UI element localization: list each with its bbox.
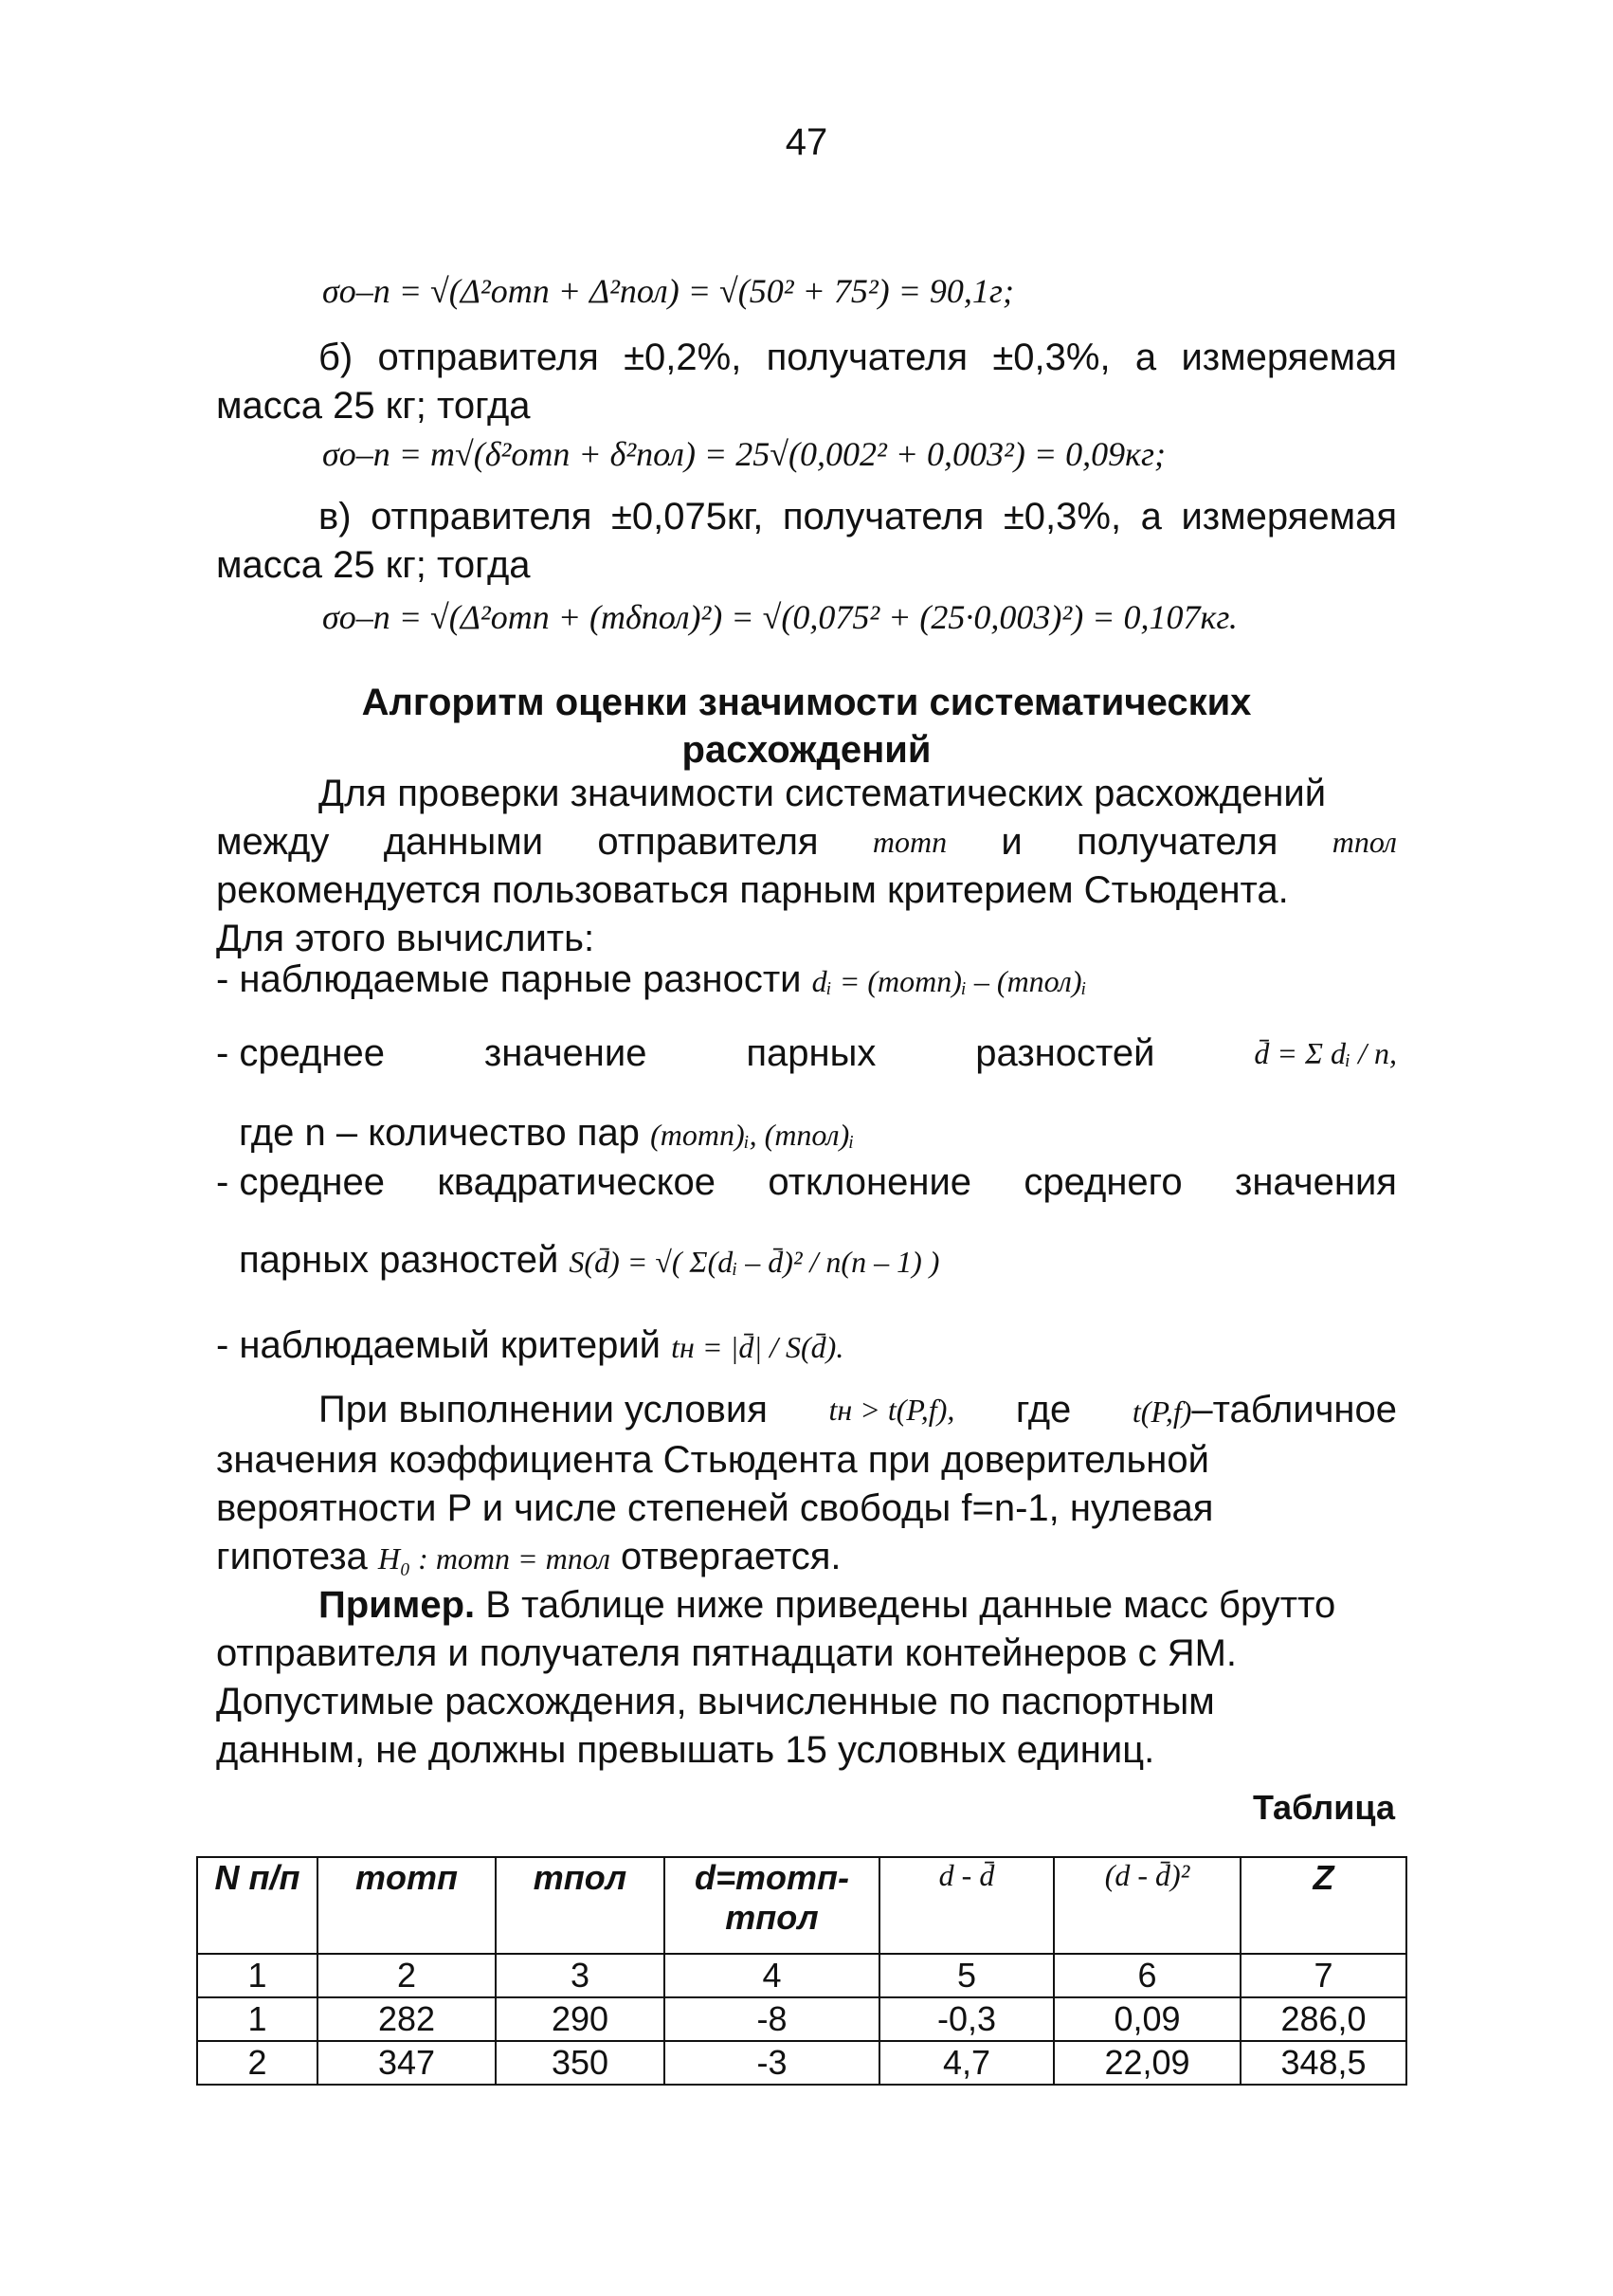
intro-line-4: Для этого вычислить: xyxy=(216,918,595,959)
paragraph-b-text: б) отправителя ±0,2%, получателя ±0,3%, а измеряемая масса 25 кг; тогда xyxy=(216,337,1397,427)
word: получателя xyxy=(1077,821,1278,863)
table-cell: 0,09 xyxy=(1054,1997,1241,2041)
criterion-label: - наблюдаемый критерий xyxy=(216,1324,662,1366)
col-header: Z xyxy=(1241,1857,1406,1954)
condition-line-3: вероятности P и числе степеней свободы f=n-1, нулевая xyxy=(216,1487,1214,1529)
condition-line-4 xyxy=(216,1533,1397,1583)
formula-sigma-b: σо–п = m√(δ²отп + δ²пол) = 25√(0,002² + 0,003²) = 0,09кг; xyxy=(322,435,1166,473)
word: отправителя xyxy=(597,821,819,863)
example-line-3: Допустимые расхождения, вычисленные по паспортным xyxy=(216,1681,1215,1722)
hypothesis-formula: H₀ : mотп = mпол xyxy=(377,1541,610,1576)
col-header: d - d̄ xyxy=(879,1857,1054,1954)
table-cell: 4 xyxy=(664,1954,879,1997)
table-row xyxy=(197,2041,1406,2085)
table-header-row xyxy=(197,1857,1406,1954)
table-cell: 1 xyxy=(197,1997,317,2041)
intro-line-1: Для проверки значимости систематических расхождений xyxy=(318,773,1327,814)
table-cell: 4,7 xyxy=(879,2041,1054,2085)
example-line-1 xyxy=(216,1581,1397,1630)
table-cell: 282 xyxy=(317,1997,496,2041)
word: отклонение xyxy=(768,1161,972,1203)
item-mean xyxy=(216,1030,1397,1078)
t-pf-symbol: t(P,f) xyxy=(1132,1394,1192,1429)
word: данными xyxy=(383,821,544,863)
paragraph-b xyxy=(216,334,1397,430)
word: значение xyxy=(483,1032,647,1074)
table-row xyxy=(197,1954,1406,1997)
table-cell: 350 xyxy=(496,2041,664,2085)
table-cell: 22,09 xyxy=(1054,2041,1241,2085)
example-text: В таблице ниже приведены данные масс брутто xyxy=(475,1584,1336,1626)
table-cell: 6 xyxy=(1054,1954,1241,1997)
table-cell: -0,3 xyxy=(879,1997,1054,2041)
data-table xyxy=(196,1856,1407,2086)
word: гипотеза xyxy=(216,1536,368,1577)
criterion-formula: tн = |d̄| / S(d̄). xyxy=(671,1330,844,1364)
table-cell: 2 xyxy=(197,2041,317,2085)
table-cell: 7 xyxy=(1241,1954,1406,1997)
example-paragraph xyxy=(216,1581,1397,1775)
table-cell: 348,5 xyxy=(1241,2041,1406,2085)
item-diff xyxy=(216,956,1397,1006)
word: парных xyxy=(746,1032,877,1074)
example-line-4: данным, не должны превышать 15 условных единиц. xyxy=(216,1729,1155,1771)
table-row xyxy=(197,1997,1406,2041)
formula-sigma-a: σо–п = √(Δ²отп + Δ²пол) = √(50² + 75²) = 90,1г; xyxy=(322,272,1014,310)
word: и xyxy=(1001,821,1023,863)
col-header: mотп xyxy=(317,1857,496,1954)
word: –табличное xyxy=(1191,1389,1397,1430)
mean-formula: d̄ = Σ dᵢ / n, xyxy=(1254,1036,1397,1070)
sd-label: парных разностей xyxy=(239,1239,559,1281)
table-cell: -3 xyxy=(664,2041,879,2085)
item-sd-formula xyxy=(239,1236,1420,1286)
pairs-formula: (mотп)ᵢ, (mпол)ᵢ xyxy=(650,1118,855,1152)
word: где xyxy=(1015,1389,1072,1430)
table-cell: 5 xyxy=(879,1954,1054,1997)
diff-label: - наблюдаемые парные разности xyxy=(216,958,802,1000)
table-cell: 347 xyxy=(317,2041,496,2085)
table-cell: 1 xyxy=(197,1954,317,1997)
col-header: (d - d̄)² xyxy=(1054,1857,1241,1954)
diff-formula: dᵢ = (mотп)ᵢ – (mпол)ᵢ xyxy=(811,964,1087,998)
condition-line-1 xyxy=(216,1386,1397,1436)
word: квадратическое xyxy=(437,1161,716,1203)
col-header: N п/п xyxy=(197,1857,317,1954)
table-cell: 2 xyxy=(317,1954,496,1997)
table-cell: -8 xyxy=(664,1997,879,2041)
item-where-n xyxy=(239,1109,1420,1159)
table-cell: 290 xyxy=(496,1997,664,2041)
word: При выполнении условия xyxy=(318,1389,768,1430)
paragraph-v-text: в) отправителя ±0,075кг, получателя ±0,3%, а измеряемая масса 25 кг; тогда xyxy=(216,496,1397,586)
table-caption: Таблица xyxy=(1252,1788,1395,1827)
where-n-text: где n – количество пар xyxy=(239,1112,640,1154)
word: - среднее xyxy=(216,1032,385,1074)
word: разностей xyxy=(975,1032,1155,1074)
condition-line-2: значения коэффициента Стьюдента при доверительной xyxy=(216,1439,1209,1481)
table-cell: 3 xyxy=(496,1954,664,1997)
condition-formula: tн > t(P,f), xyxy=(828,1393,955,1427)
item-sd xyxy=(216,1158,1397,1207)
m-pol-symbol: mпол xyxy=(1332,825,1397,859)
word: - среднее xyxy=(216,1161,385,1203)
sd-formula: S(d̄) = √( Σ(dᵢ – d̄)² / n(n – 1) ) xyxy=(569,1245,940,1279)
table-cell: 286,0 xyxy=(1241,1997,1406,2041)
word: среднего xyxy=(1024,1161,1183,1203)
page-number: 47 xyxy=(785,121,828,163)
paragraph-v xyxy=(216,493,1397,590)
intro-line-3: рекомендуется пользоваться парным критерием Стьюдента. xyxy=(216,869,1289,911)
formula-sigma-c: σо–п = √(Δ²отп + (mδпол)²) = √(0,075² + (25·0,003)²) = 0,107кг. xyxy=(322,598,1238,636)
example-line-2: отправителя и получателя пятнадцати контейнеров с ЯМ. xyxy=(216,1632,1238,1674)
intro-paragraph xyxy=(216,770,1397,963)
m-otp-symbol: mотп xyxy=(872,825,948,859)
word: значения xyxy=(1234,1161,1397,1203)
heading-line-1: Алгоритм оценки значимости систематических xyxy=(361,682,1252,723)
example-label: Пример. xyxy=(318,1584,476,1626)
word: отвергается. xyxy=(621,1536,842,1577)
condition-paragraph xyxy=(216,1386,1397,1583)
intro-line-2 xyxy=(216,818,1397,866)
word: между xyxy=(216,821,330,863)
col-header: mпол xyxy=(496,1857,664,1954)
col-header: d=mотп-mпол xyxy=(664,1857,879,1954)
section-heading xyxy=(216,679,1397,774)
heading-line-2: расхождений xyxy=(681,729,932,771)
item-criterion xyxy=(216,1321,1397,1372)
